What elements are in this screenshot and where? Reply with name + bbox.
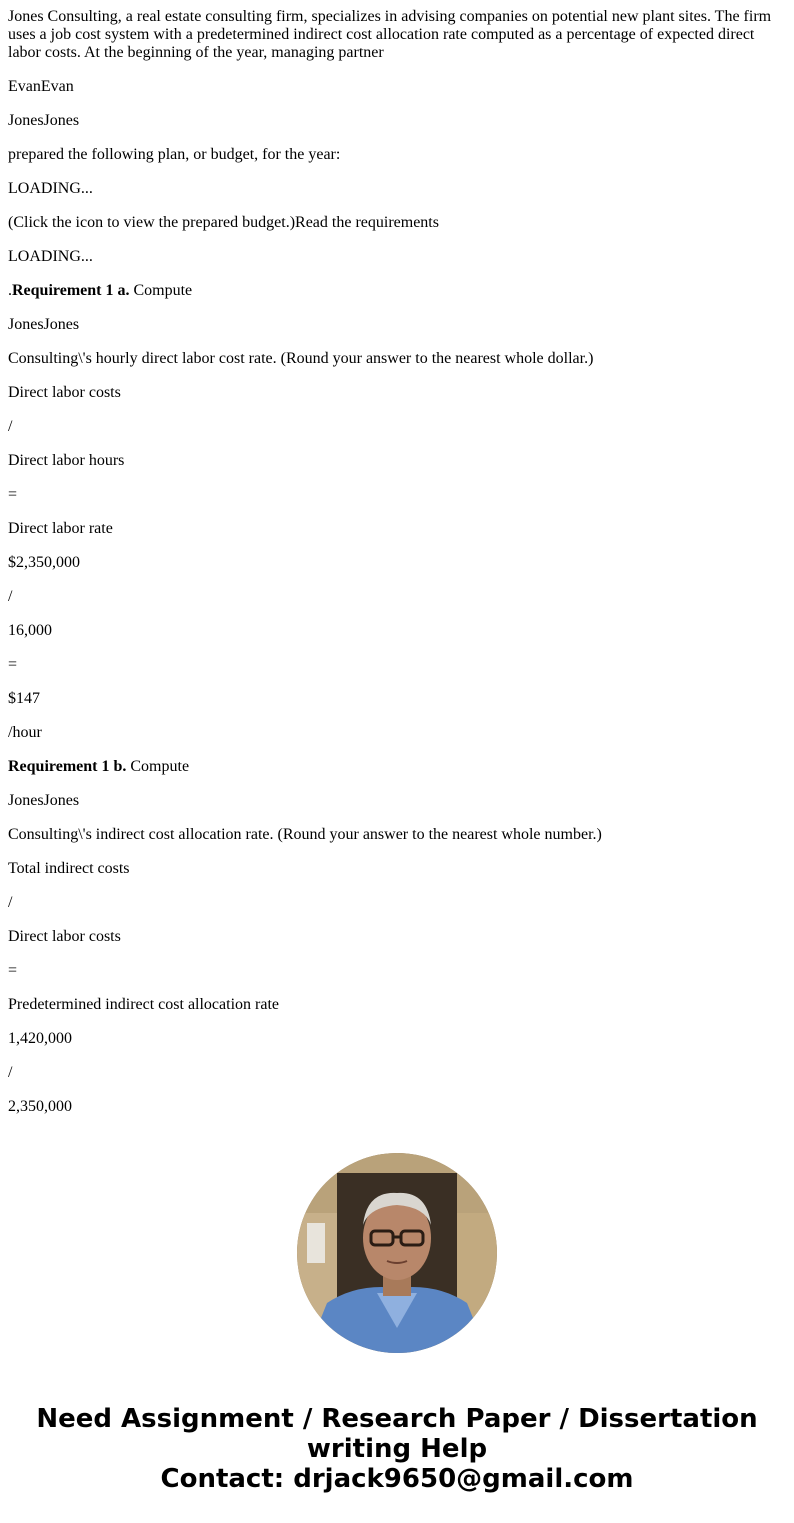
loading-text-2: LOADING... xyxy=(8,248,93,265)
avatar xyxy=(297,1153,497,1353)
per-hour-unit: /hour xyxy=(8,724,42,741)
click-icon-text[interactable]: (Click the icon to view the prepared budget.)Read the requirements xyxy=(8,214,439,231)
intro-paragraph: Jones Consulting, a real estate consulting firm, specializes in advising companies on potential new plant sites. The firm uses a job cost system with a predetermined indirect cost allocation rate computed as a percentage of expected direct labor costs. At the beginning of the year, managing partner xyxy=(8,8,772,61)
avatar-portrait-icon xyxy=(297,1153,497,1353)
promo-line-1: Need Assignment / Research Paper / Dissertation xyxy=(36,1404,758,1434)
document-body xyxy=(8,8,786,1132)
direct-labor-rate-value: $147 xyxy=(8,690,40,707)
allocation-rate-label: Predetermined indirect cost allocation rate xyxy=(8,996,279,1013)
promo-line-2: writing Help xyxy=(306,1434,488,1464)
direct-labor-costs-value: $2,350,000 xyxy=(8,554,80,571)
direct-labor-costs-label: Direct labor costs xyxy=(8,384,121,401)
total-indirect-costs-value: 1,420,000 xyxy=(8,1030,72,1047)
equals-sign-2: = xyxy=(8,656,18,673)
direct-labor-hours-value: 16,000 xyxy=(8,622,52,639)
partner-first-name: EvanEvan xyxy=(8,78,74,95)
req1a-text: Compute xyxy=(129,282,193,299)
req1a-question: Consulting\'s hourly direct labor cost rate. (Round your answer to the nearest whole dollar.) xyxy=(8,350,594,367)
requirement-1a xyxy=(8,282,786,300)
req1b-question: Consulting\'s indirect cost allocation rate. (Round your answer to the nearest whole number.) xyxy=(8,826,602,843)
requirement-1b xyxy=(8,758,786,776)
promo-banner xyxy=(0,1404,794,1494)
equals-sign-1: = xyxy=(8,486,18,503)
divide-sign-3: / xyxy=(8,894,13,911)
direct-labor-hours-label: Direct labor hours xyxy=(8,452,125,469)
divide-sign-2: / xyxy=(8,588,13,605)
divide-sign-1: / xyxy=(8,418,13,435)
req1a-label: Requirement 1 a. xyxy=(12,282,130,299)
promo-contact[interactable]: Contact: drjack9650@gmail.com xyxy=(160,1464,634,1494)
req1a-company: JonesJones xyxy=(8,316,80,333)
equals-sign-3: = xyxy=(8,962,18,979)
loading-text-1: LOADING... xyxy=(8,180,93,197)
total-indirect-costs-label: Total indirect costs xyxy=(8,860,130,877)
req1b-label: Requirement 1 b. xyxy=(8,758,127,775)
divide-sign-4: / xyxy=(8,1064,13,1081)
req1b-text: Compute xyxy=(126,758,190,775)
prepared-text: prepared the following plan, or budget, for the year: xyxy=(8,146,341,163)
direct-labor-costs-value-2: 2,350,000 xyxy=(8,1098,72,1115)
direct-labor-rate-label: Direct labor rate xyxy=(8,520,113,537)
req1b-company: JonesJones xyxy=(8,792,80,809)
partner-last-name: JonesJones xyxy=(8,112,80,129)
direct-labor-costs-label-2: Direct labor costs xyxy=(8,928,121,945)
req1a-prefix: . xyxy=(8,282,12,299)
